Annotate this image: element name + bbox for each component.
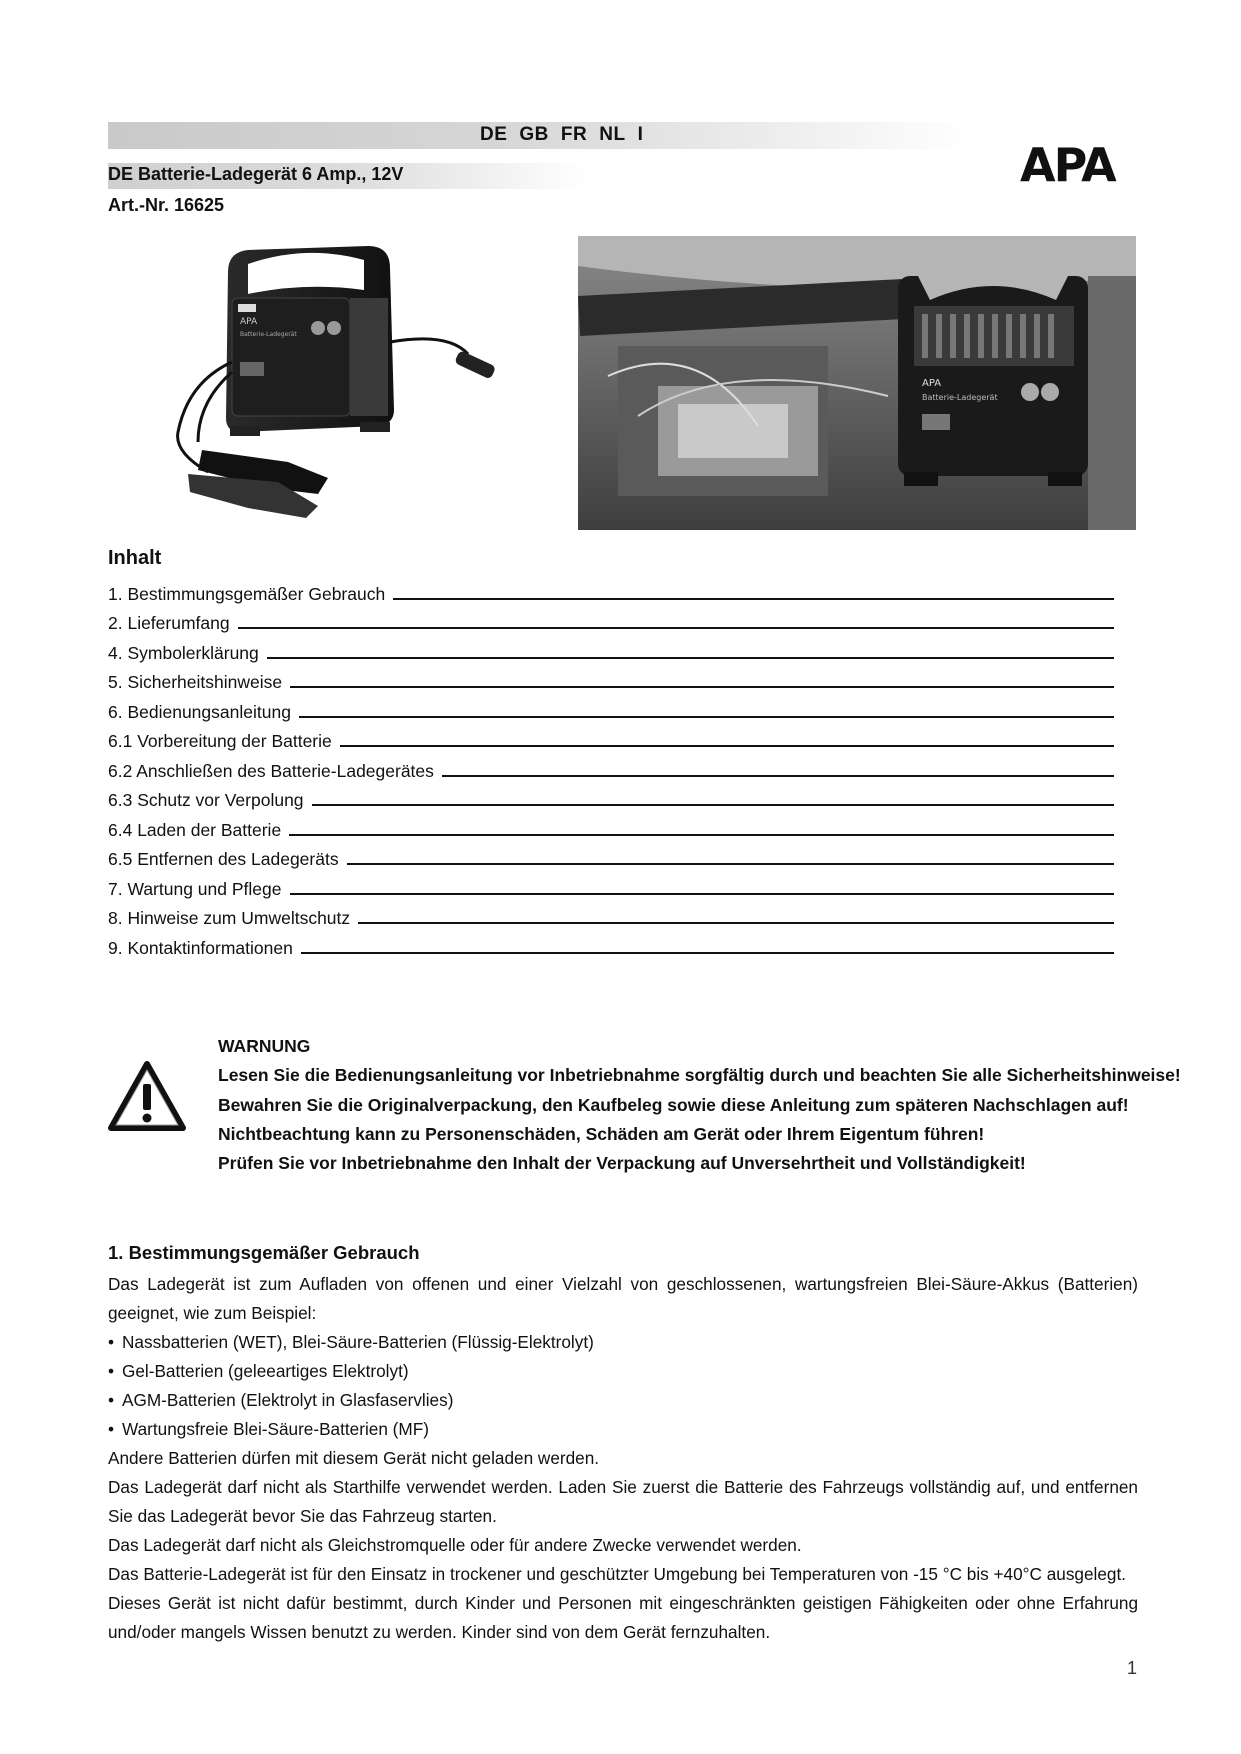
section-body [108, 1270, 1138, 1647]
toc-item-label: 4. Symbolerklärung [108, 642, 259, 663]
toc-item-label: 9. Kontaktinformationen [108, 937, 293, 958]
list-item-text: AGM-Batterien (Elektrolyt in Glasfaservlies) [122, 1390, 454, 1410]
toc-item-label: 6.1 Vorbereitung der Batterie [108, 731, 332, 751]
toc-leader-line [393, 598, 1114, 600]
charger-product-photo [168, 242, 518, 528]
toc-item-label: 6.2 Anschließen des Batterie-Ladegerätes [108, 760, 434, 781]
warning-block [218, 1032, 1181, 1178]
warning-title: WARNUNG [218, 1036, 311, 1056]
product-title: DE Batterie-Ladegerät 6 Amp., 12V [108, 164, 404, 184]
apa-logo [1020, 138, 1138, 192]
toc-leader-line [340, 745, 1114, 747]
section-heading: 1. Bestimmungsgemäßer Gebrauch [108, 1242, 420, 1263]
toc-item[interactable] [108, 575, 1114, 605]
toc-heading: Inhalt [108, 547, 162, 569]
body-paragraph: Andere Batterien dürfen mit diesem Gerät nicht geladen werden. [108, 1448, 600, 1468]
toc-item-label: 2. Lieferumfang [108, 613, 230, 633]
toc-item[interactable] [108, 664, 1114, 694]
battery-type-list [108, 1328, 1138, 1444]
toc-item[interactable] [108, 841, 1114, 871]
toc-leader-line [358, 922, 1114, 924]
bullet-icon: • [108, 1361, 115, 1381]
warning-line: Lesen Sie die Bedienungsanleitung vor Inbetriebnahme sorgfältig durch und beachten Sie alle Sicherheitshinweise! [218, 1065, 1181, 1086]
toc-item[interactable] [108, 900, 1114, 930]
page-number: 1 [1127, 1658, 1138, 1678]
toc-item[interactable] [108, 634, 1114, 664]
svg-text:Batterie-Ladegerät: Batterie-Ladegerät [240, 331, 297, 338]
list-item [108, 1415, 1138, 1444]
toc-leader-line [290, 686, 1114, 688]
bullet-icon: • [108, 1419, 115, 1439]
toc-leader-line [347, 863, 1114, 865]
toc-leader-line [312, 804, 1114, 806]
toc-leader-line [267, 657, 1114, 659]
bullet-icon: • [108, 1332, 115, 1352]
toc-item-label: 6. Bedienungsanleitung [108, 701, 291, 722]
toc-leader-line [289, 834, 1114, 836]
warning-line: Bewahren Sie die Originalverpackung, den Kaufbeleg sowie diese Anleitung zum späteren Nachschlagen auf! [218, 1094, 1129, 1115]
bullet-icon: • [108, 1390, 115, 1410]
toc-item[interactable] [108, 870, 1114, 900]
svg-text:APA: APA [922, 378, 942, 389]
toc-item-label: 6.3 Schutz vor Verpolung [108, 790, 304, 810]
body-paragraph: Das Ladegerät darf nicht als Gleichstromquelle oder für andere Zwecke verwendet werden. [108, 1535, 802, 1555]
toc-item[interactable] [108, 929, 1114, 959]
toc-leader-line [442, 775, 1114, 777]
language-gb: GB [519, 124, 549, 145]
list-item-text: Nassbatterien (WET), Blei-Säure-Batterien (Flüssig-Elektrolyt) [122, 1332, 594, 1352]
toc-item[interactable] [108, 782, 1114, 812]
intro-paragraph: Das Ladegerät ist zum Aufladen von offenen und einer Vielzahl von geschlossenen, wartungsfreien Blei-Säure-Akkus (Batterien) geeignet, wie zum Beispiel: [108, 1274, 1138, 1323]
list-item-text: Gel-Batterien (geleeartiges Elektrolyt) [122, 1361, 409, 1381]
warning-triangle-icon [108, 1060, 186, 1132]
body-paragraph: Dieses Gerät ist nicht dafür bestimmt, durch Kinder und Personen mit eingeschränkten geistigen Fähigkeiten oder ohne Erfahrung und/oder mangels Wissen benutzt zu werden. Kinder sind von dem Gerät fernzuhalten. [108, 1593, 1138, 1642]
language-list [480, 124, 643, 146]
toc-item-label: 8. Hinweise zum Umweltschutz [108, 908, 351, 928]
toc-item[interactable] [108, 693, 1114, 723]
article-number: Art.-Nr. 16625 [108, 195, 225, 215]
language-nl: NL [599, 124, 626, 145]
toc-leader-line [301, 952, 1114, 954]
toc-item-label: 6.4 Laden der Batterie [108, 819, 282, 840]
toc-item[interactable] [108, 605, 1114, 635]
list-item [108, 1386, 1138, 1415]
toc-item-label: 5. Sicherheitshinweise [108, 672, 283, 692]
engine-bay-photo [578, 236, 1136, 530]
toc-leader-line [299, 716, 1114, 718]
toc-item[interactable] [108, 811, 1114, 841]
svg-text:APA: APA [240, 317, 258, 327]
toc-item[interactable] [108, 752, 1114, 782]
body-paragraph: Das Batterie-Ladegerät ist für den Einsatz in trockener und geschützter Umgebung bei Temperaturen von -15 °C bis +40°C ausgelegt. [108, 1564, 1127, 1584]
toc-item-label: 7. Wartung und Pflege [108, 878, 282, 899]
language-fr: FR [560, 124, 588, 145]
toc-leader-line [290, 893, 1115, 895]
list-item [108, 1328, 1138, 1357]
toc-leader-line [238, 627, 1114, 629]
toc-item-label: 6.5 Entfernen des Ladegeräts [108, 849, 339, 869]
table-of-contents [108, 575, 1114, 959]
logo-text: APA [1020, 138, 1115, 192]
toc-item-label: 1. Bestimmungsgemäßer Gebrauch [108, 583, 386, 604]
language-de: DE [480, 124, 508, 145]
warning-line: Nichtbeachtung kann zu Personenschäden, Schäden am Gerät oder Ihrem Eigentum führen! [218, 1123, 985, 1144]
toc-item[interactable] [108, 723, 1114, 753]
language-i: I [637, 124, 644, 145]
svg-text:Batterie-Ladegerät: Batterie-Ladegerät [922, 393, 998, 402]
list-item-text: Wartungsfreie Blei-Säure-Batterien (MF) [122, 1419, 429, 1439]
list-item [108, 1357, 1138, 1386]
warning-line: Prüfen Sie vor Inbetriebnahme den Inhalt der Verpackung auf Unversehrtheit und Vollständigkeit! [218, 1153, 1026, 1174]
body-paragraph: Das Ladegerät darf nicht als Starthilfe verwendet werden. Laden Sie zuerst die Batterie des Fahrzeugs vollständig auf, und entfernen Sie das Ladegerät bevor Sie das Fahrzeug starten. [108, 1477, 1138, 1526]
